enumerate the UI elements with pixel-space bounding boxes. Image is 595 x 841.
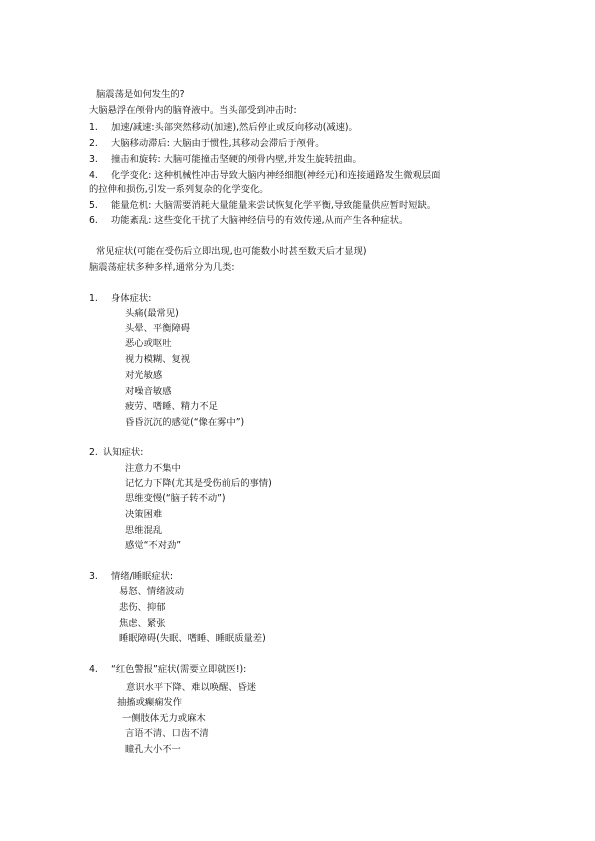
symptom-item: 瞳孔大小不一 [125,744,181,755]
symptom-item: 思维混乱 [125,525,163,536]
symptom-item: 昏昏沉沉的感觉(“像在雾中”) [125,417,245,428]
symptom-item: 恶心或呕吐 [125,338,172,349]
list-item [89,169,440,182]
list-item [89,199,436,212]
list-text: 功能紊乱: 这些变化干扰了大脑神经信号的有效传递,从而产生各种症状。 [111,215,409,226]
list-text: 化学变化: 这种机械性冲击导致大脑内神经细胞(神经元)和连接通路发生微观层面 [111,170,441,181]
symptom-item: 记忆力下降(尤其是受伤前后的事情) [125,478,272,489]
symptom-item: 思维变慢(“脑子转不动”) [125,493,226,504]
symptom-item: 抽搐或癫痫发作 [117,697,183,708]
symptom-item: 一侧肢体无力或麻木 [122,713,206,724]
group-number: 2. [89,447,98,458]
symptom-item: 言语不清、口齿不清 [125,728,209,739]
list-item-continuation: 的拉伸和损伤,引发一系列复杂的化学变化。 [89,184,269,195]
group-title: “红色警报”症状(需要立即就医!): [111,664,247,675]
symptom-item: 焦虑、紧张 [119,618,166,629]
list-number: 6. [89,215,98,226]
list-text: 能量危机: 大脑需要消耗大量能量来尝试恢复化学平衡,导致能量供应暂时短缺。 [111,200,437,211]
symptom-group-title [89,292,151,305]
group-title: 认知症状: [103,447,144,458]
symptom-item: 疲劳、嗜睡、精力不足 [125,401,218,412]
list-item [89,137,325,150]
symptom-item: 对光敏感 [125,370,163,381]
list-number: 4. [89,170,98,181]
list-item [89,153,362,166]
section-title-common-symptoms: 常见症状(可能在受伤后立即出现,也可能数小时甚至数天后才显现) [96,246,367,257]
symptom-item: 意识水平下降、难以唤醒、昏迷 [126,682,257,693]
symptom-item: 头晕、平衡障碍 [125,323,191,334]
list-number: 2. [89,138,98,149]
list-number: 3. [89,154,98,165]
section-intro: 脑震荡症状多种多样,通常分为几类: [89,262,235,273]
symptom-item: 悲伤、抑郁 [119,602,166,613]
group-title: 身体症状: [111,293,152,304]
list-number: 5. [89,200,98,211]
group-number: 1. [89,293,98,304]
section-title-how-concussion-happens: 脑震荡是如何发生的? [96,89,185,100]
list-text: 撞击和旋转: 大脑可能撞击坚硬的颅骨内壁,并发生旋转扭曲。 [111,154,362,165]
symptom-item: 视力模糊、复视 [125,354,191,365]
symptom-item: 头痛(最常见) [125,308,179,319]
list-item [89,214,408,227]
symptom-item: 决策困难 [125,509,163,520]
list-item [89,121,358,134]
symptom-item: 注意力不集中 [125,463,181,474]
symptom-group-title [89,663,246,676]
symptom-item: 感觉“不对劲” [125,540,182,551]
symptom-item: 睡眠障碍(失眠、嗜睡、睡眠质量差) [119,633,266,644]
group-title: 情绪/睡眠症状: [111,571,174,582]
symptom-group-title [89,570,173,583]
section-intro: 大脑悬浮在颅骨内的脑脊液中。当头部受到冲击时: [89,105,297,116]
symptom-group-title [89,446,143,459]
group-number: 4. [89,664,98,675]
list-text: 加速/减速:头部突然移动(加速),然后停止或反向移动(减速)。 [111,122,358,133]
list-number: 1. [89,122,98,133]
list-text: 大脑移动滞后: 大脑由于惯性,其移动会滞后于颅骨。 [111,138,325,149]
group-number: 3. [89,571,98,582]
symptom-item: 对噪音敏感 [125,386,172,397]
symptom-item: 易怒、情绪波动 [119,586,185,597]
